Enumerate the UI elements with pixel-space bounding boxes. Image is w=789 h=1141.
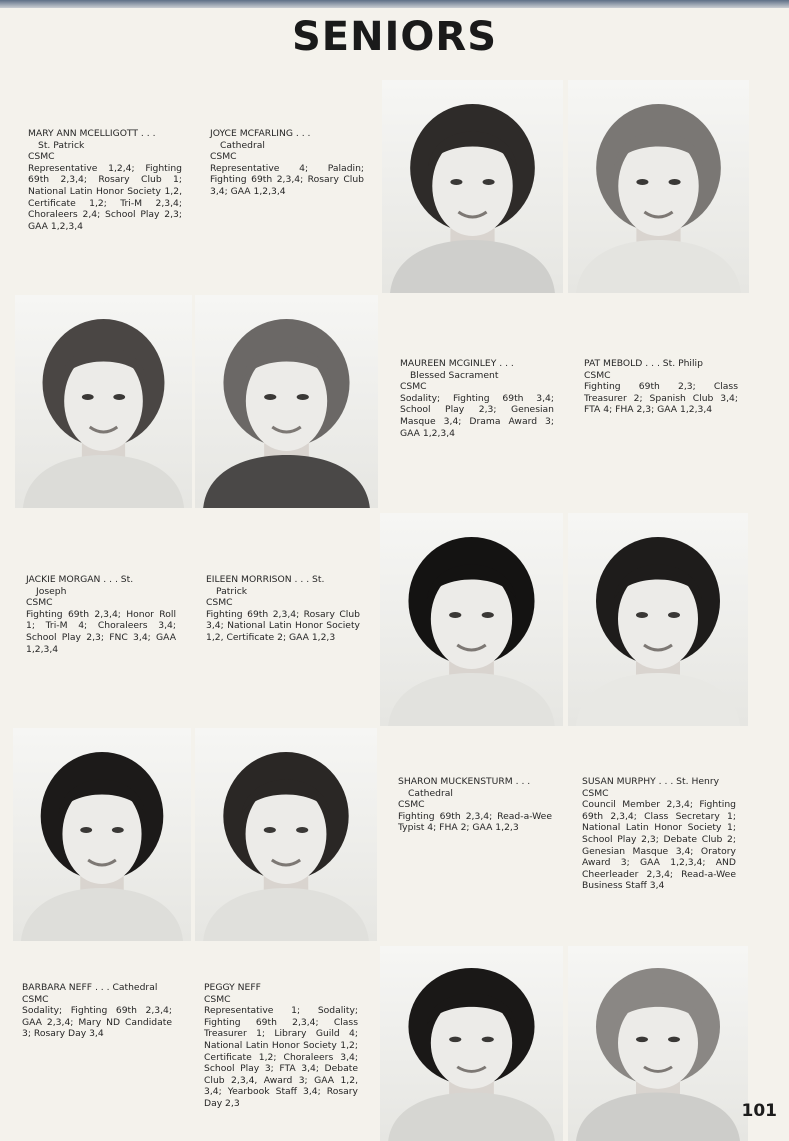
- senior-activities: Representative 4; Paladin; Fighting 69th 2,3,4; Rosary Club 3,4; GAA 1,2,3,4: [210, 162, 364, 197]
- senior-bio: [204, 982, 358, 1110]
- senior-name: MAUREEN MCGINLEY . . .: [400, 358, 514, 369]
- senior-activities: Representative 1; Sodality; Fighting 69th 2,3,4; Class Treasurer 1; Library Guild 4; National Latin Honor Society 1,2; Certificate 1,2; Choraleers 3,4; School Play 3; FTA 3,4; Debate Club 2,3,4, Award 3; GAA 1,2, 3,4; Yearbook Staff 3,4; Rosary Day 2,3: [204, 1005, 358, 1109]
- senior-name: BARBARA NEFF . . . Cathedral: [22, 982, 158, 993]
- senior-name: JACKIE MORGAN . . . St.: [26, 574, 134, 585]
- senior-parish: Cathedral: [408, 787, 453, 799]
- page-top-edge: [0, 0, 789, 8]
- senior-school: CSMC: [584, 369, 611, 381]
- senior-portrait-photo: [382, 80, 563, 293]
- senior-activities: Fighting 69th 2,3,4; Read-a-Wee Typist 4; FHA 2; GAA 1,2,3: [398, 810, 552, 834]
- senior-name: PEGGY NEFF: [204, 982, 261, 993]
- senior-school: CSMC: [400, 381, 427, 393]
- senior-bio: [206, 574, 360, 644]
- senior-name: SHARON MUCKENSTURM . . .: [398, 776, 531, 787]
- senior-portrait-photo: [568, 513, 748, 726]
- senior-bio: [22, 982, 172, 1040]
- senior-activities: Fighting 69th 2,3,4; Honor Roll 1; Tri-M 4; Choraleers 3,4; School Play 2,3; FNC 3,4; GAA 1,2,3,4: [26, 608, 176, 655]
- senior-activities: Sodality; Fighting 69th 2,3,4; GAA 2,3,4; Mary ND Candidate 3; Rosary Day 3,4: [22, 1005, 172, 1040]
- senior-name: EILEEN MORRISON . . . St.: [206, 574, 325, 585]
- senior-parish: Cathedral: [220, 139, 265, 151]
- page-number: 101: [741, 1101, 777, 1121]
- senior-portrait-photo: [15, 295, 192, 508]
- senior-school: CSMC: [582, 787, 609, 799]
- senior-portrait-photo: [195, 295, 378, 508]
- senior-portrait-photo: [380, 513, 563, 726]
- senior-school: CSMC: [26, 597, 53, 609]
- senior-school: CSMC: [210, 151, 237, 163]
- senior-bio: [210, 128, 364, 198]
- senior-name: SUSAN MURPHY . . . St. Henry: [582, 776, 720, 787]
- senior-activities: Council Member 2,3,4; Fighting 69th 2,3,4; Class Secretary 1; National Latin Honor Society 1; School Play 2,3; Debate Club 2; Genesian Masque 3,4; Oratory Award 3; GAA 1,2,3,4; AND Cheerleader 2,3,4; Read-a-Wee Business Staff 3,4: [582, 799, 736, 892]
- senior-school: CSMC: [204, 993, 231, 1005]
- senior-activities: Sodality; Fighting 69th 3,4; School Play 2,3; Genesian Masque 3,4; Drama Award 3; GAA 1,2,3,4: [400, 392, 554, 439]
- senior-bio: [584, 358, 738, 416]
- senior-school: CSMC: [28, 151, 55, 163]
- senior-name: MARY ANN MCELLIGOTT . . .: [28, 128, 156, 139]
- senior-name: PAT MEBOLD . . . St. Philip: [584, 358, 703, 369]
- senior-bio: [398, 776, 552, 834]
- senior-activities: Fighting 69th 2,3; Class Treasurer 2; Spanish Club 3,4; FTA 4; FHA 2,3; GAA 1,2,3,4: [584, 381, 738, 416]
- senior-parish: Blessed Sacrament: [410, 369, 499, 381]
- senior-name: JOYCE MCFARLING . . .: [210, 128, 311, 139]
- senior-school: CSMC: [22, 993, 49, 1005]
- senior-parish: Patrick: [216, 585, 248, 597]
- senior-bio: [400, 358, 554, 439]
- senior-activities: Fighting 69th 2,3,4; Rosary Club 3,4; National Latin Honor Society 1,2, Certificate 2; GAA 1,2,3: [206, 608, 360, 643]
- senior-school: CSMC: [206, 597, 233, 609]
- senior-portrait-photo: [13, 728, 191, 941]
- senior-school: CSMC: [398, 799, 425, 811]
- senior-bio: [582, 776, 736, 892]
- page-title: SENIORS: [291, 14, 498, 60]
- senior-parish: Joseph: [36, 585, 67, 597]
- senior-portrait-photo: [380, 946, 563, 1141]
- senior-bio: [28, 128, 182, 232]
- senior-portrait-photo: [195, 728, 377, 941]
- senior-bio: [26, 574, 176, 655]
- senior-activities: Representative 1,2,4; Fighting 69th 2,3,4; Rosary Club 1; National Latin Honor Society 1,2, Certificate 1,2; Tri-M 2,3,4; Choraleers 2,4; School Play 2,3; GAA 1,2,3,4: [28, 162, 182, 232]
- senior-parish: St. Patrick: [38, 139, 85, 151]
- senior-portrait-photo: [568, 946, 748, 1141]
- senior-portrait-photo: [568, 80, 749, 293]
